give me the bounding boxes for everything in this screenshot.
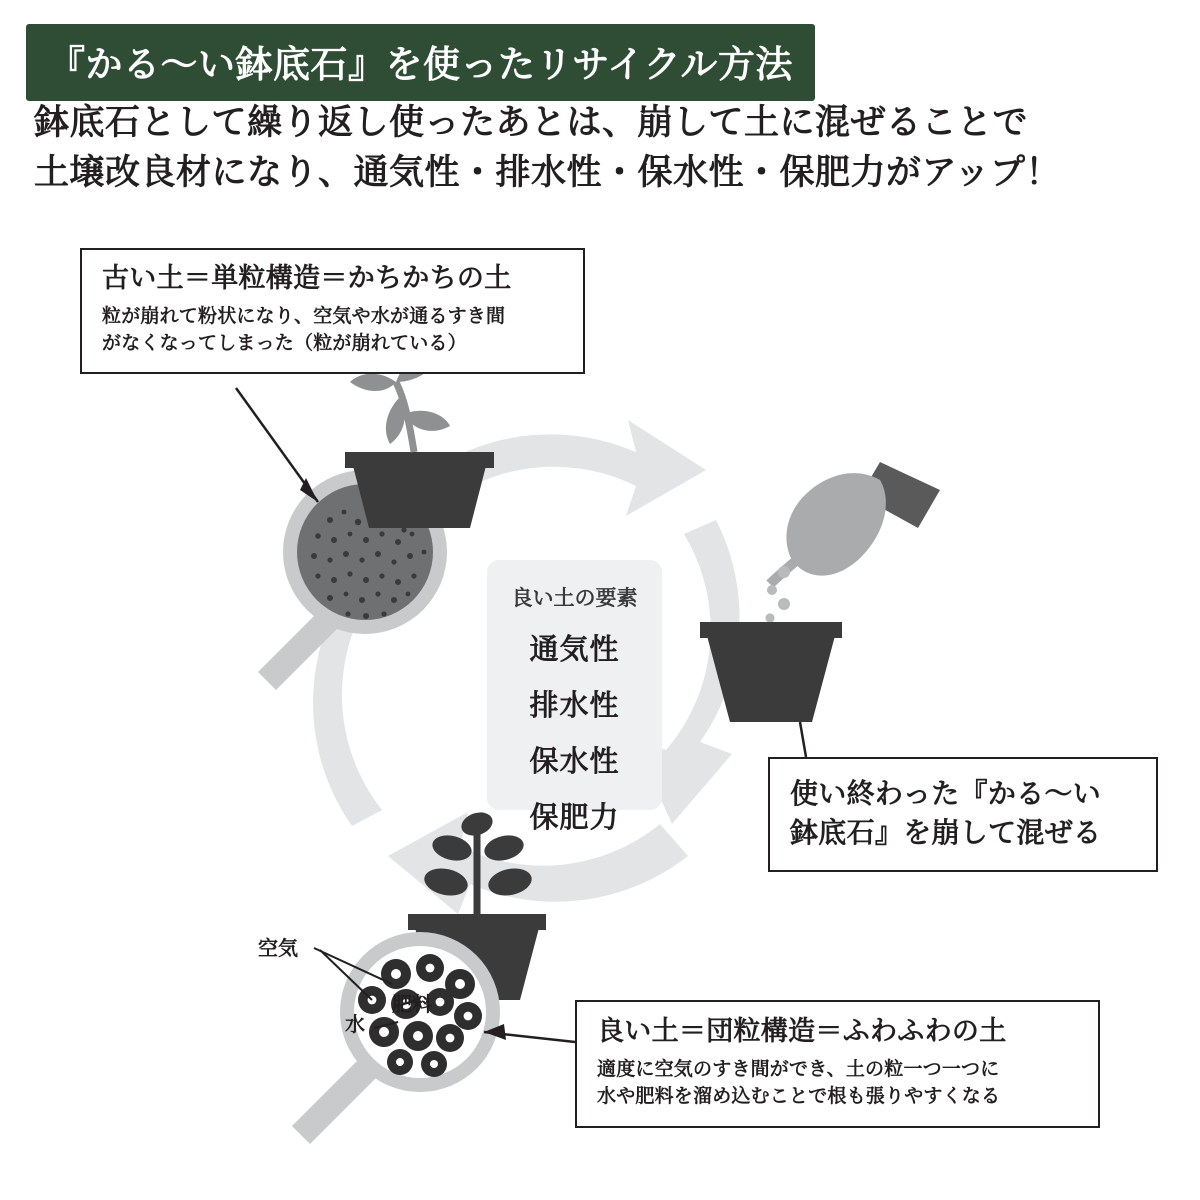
magnifier-good-soil xyxy=(292,932,500,1144)
panel-title: 良い土の要素 xyxy=(511,587,638,610)
good-soil-elements-panel xyxy=(487,560,662,834)
callout-mix-crushed-stone xyxy=(768,757,1158,872)
leader-mix xyxy=(800,722,806,757)
callout-old-soil-body-line-1: 粒が崩れて粉状になり、空気や水が通るすき間 xyxy=(102,305,506,327)
callout-mix-line-2: 鉢底石』を崩して混ぜる xyxy=(790,816,1102,848)
callout-good-soil-body-line-2: 水や肥料を溜め込むことで根も張りやすくなる xyxy=(597,1086,1001,1108)
callout-old-soil-body-line-2: がなくなってしまった（粒が崩れている） xyxy=(102,333,467,355)
callout-good-soil-body xyxy=(597,1056,1084,1111)
lead-line-2: 土壌改良材になり、通気性・排水性・保水性・保肥力がアップ！ xyxy=(34,152,1062,192)
panel-item-water-retention: 保水性 xyxy=(529,746,620,778)
label-fertilizer: 肥料 xyxy=(392,994,432,1016)
callout-old-soil-body xyxy=(102,303,569,358)
callout-old-soil-heading: 古い土＝単粒構造＝かちかちの土 xyxy=(102,263,512,293)
label-air: 空気 xyxy=(258,938,298,960)
callout-old-soil xyxy=(80,248,585,374)
callout-good-soil xyxy=(575,1000,1100,1128)
label-water: 水 xyxy=(345,1014,365,1036)
lead-line-1: 鉢底石として繰り返し使ったあとは、崩して土に混ぜることで xyxy=(34,103,1029,142)
callout-good-soil-heading: 良い土＝団粒構造＝ふわふわの土 xyxy=(597,1016,1007,1046)
callout-good-soil-body-line-1: 適度に空気のすき間ができ、土の粒一つ一つに xyxy=(597,1058,1000,1080)
page-title: 『かる〜い鉢底石』を使ったリサイクル方法 xyxy=(26,24,815,101)
panel-item-aeration: 通気性 xyxy=(529,634,620,666)
panel-item-drainage: 排水性 xyxy=(529,690,620,722)
panel-item-fertilizer-retention: 保肥力 xyxy=(529,802,620,834)
callout-mix-line-1: 使い終わった『かる〜い xyxy=(790,778,1102,809)
